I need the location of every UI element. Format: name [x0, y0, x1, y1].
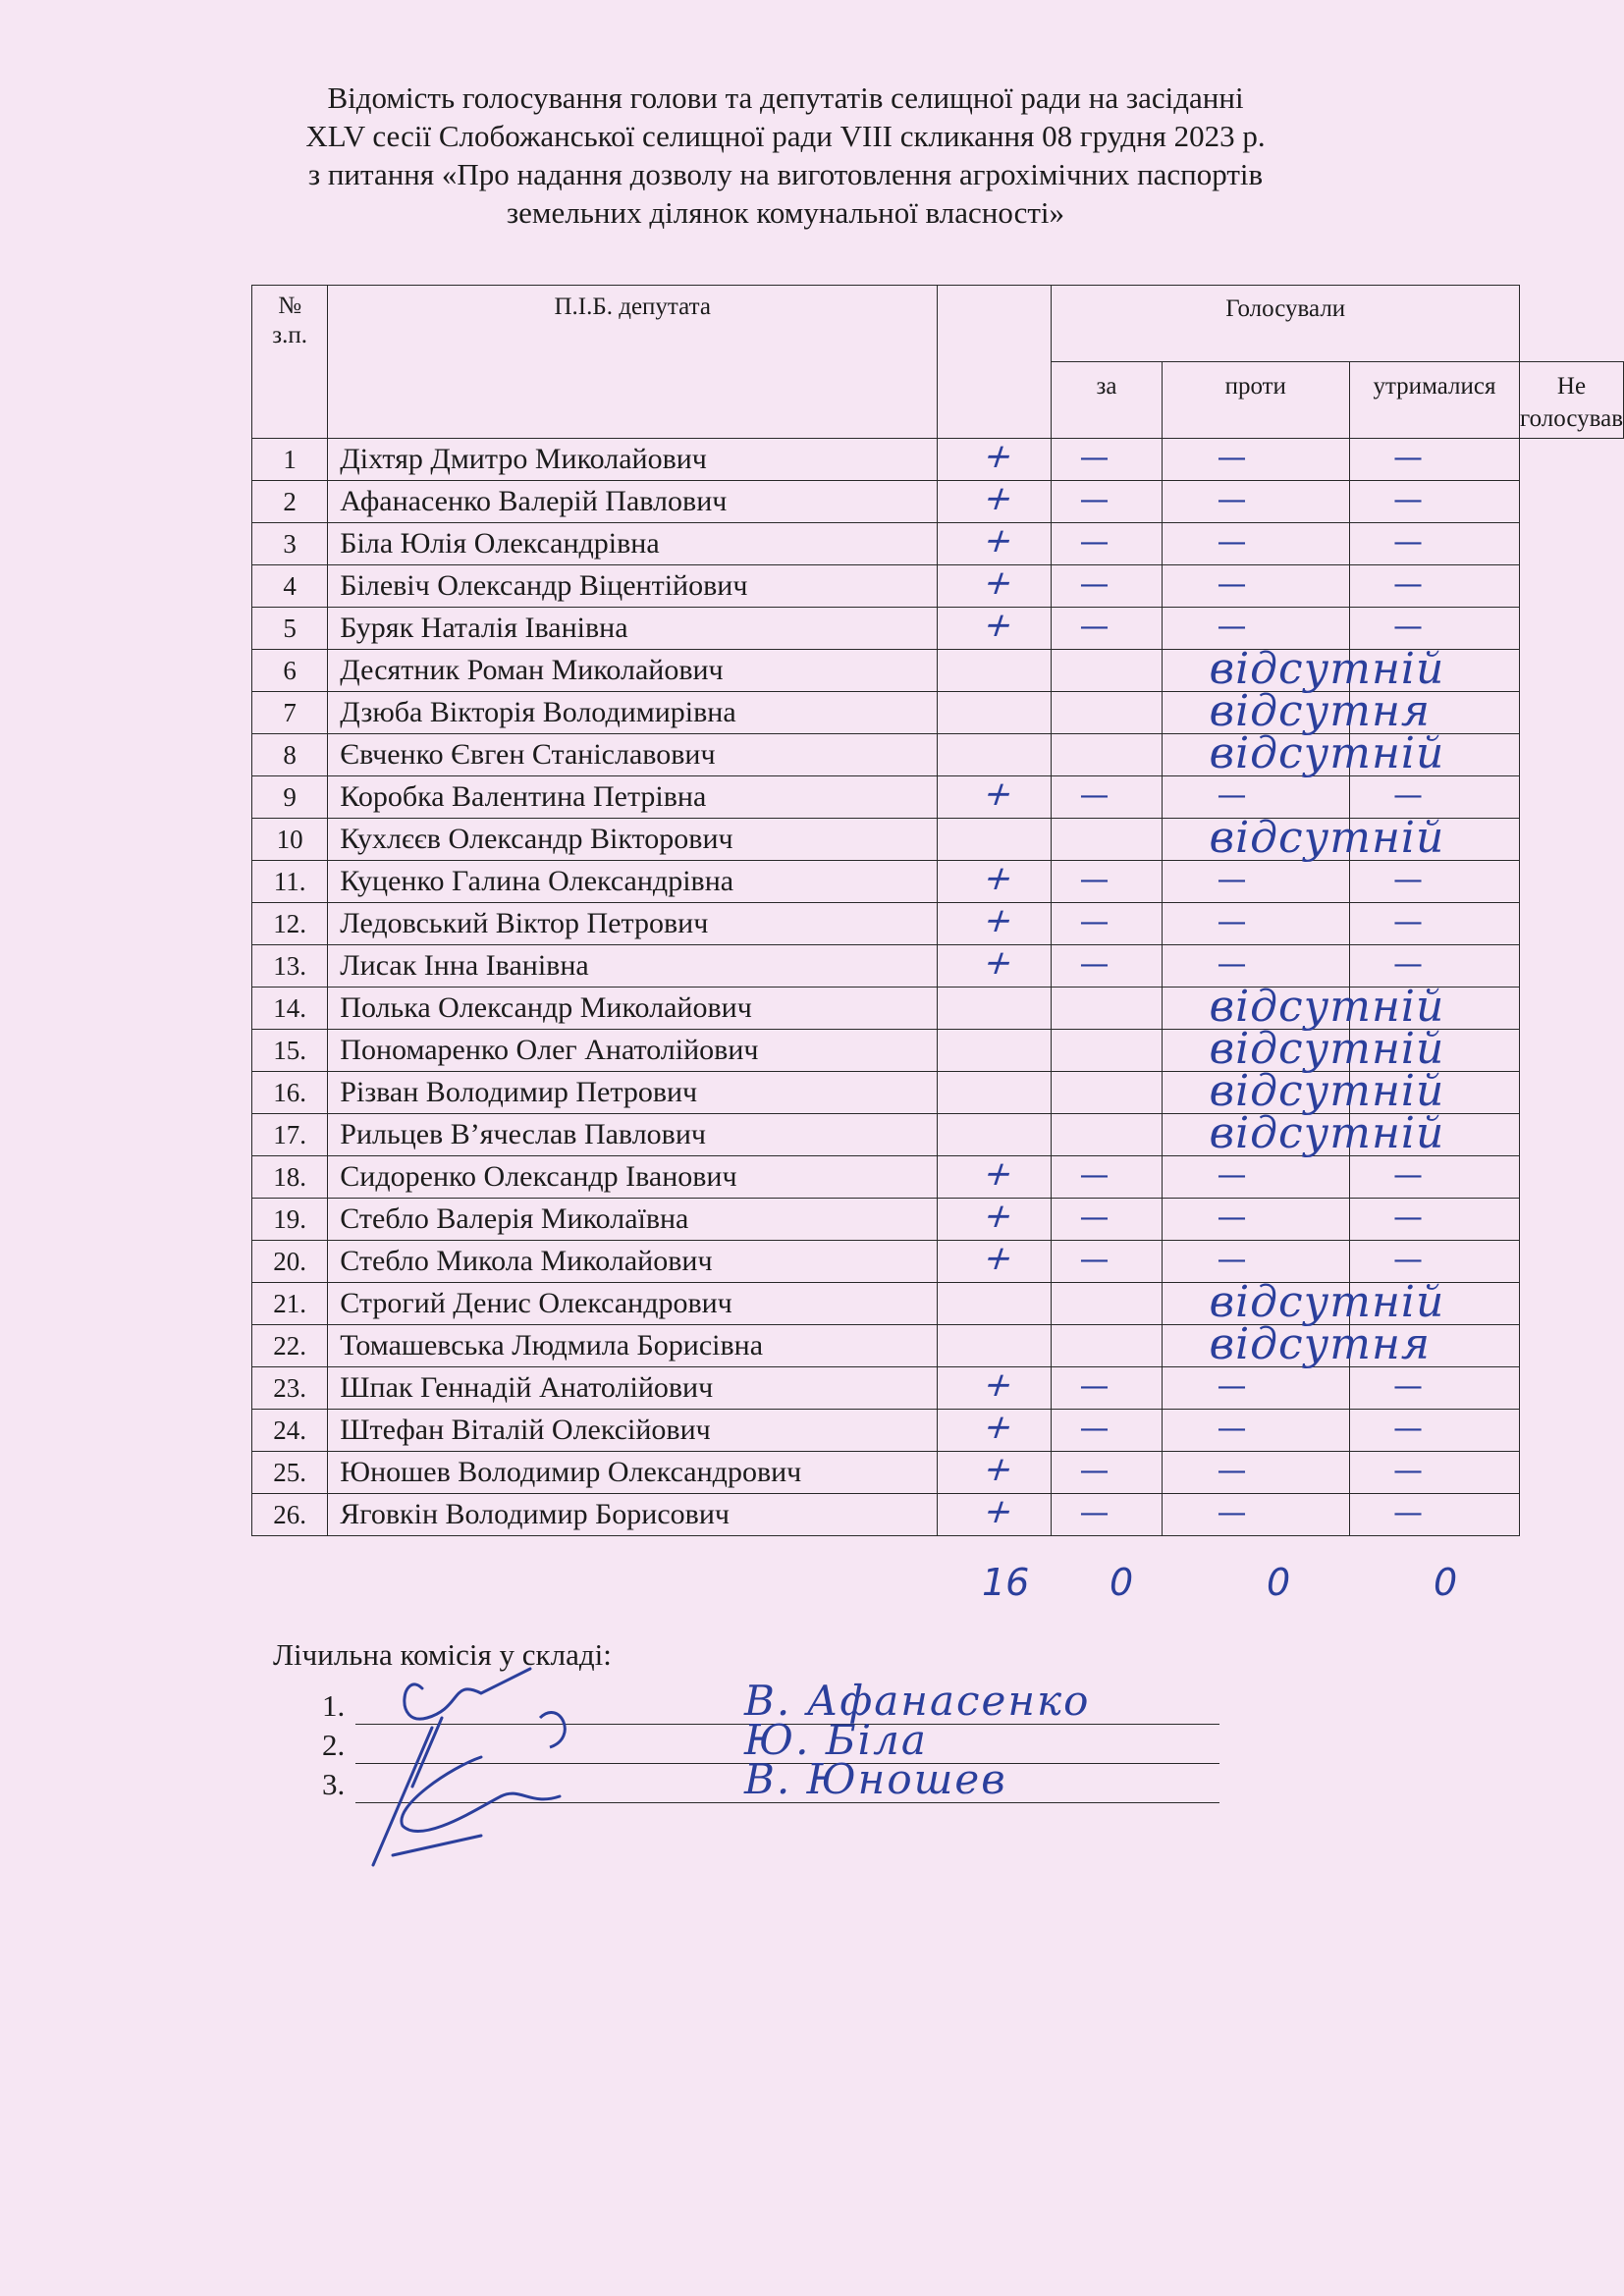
deputy-name: Шпак Геннадій Анатолійович — [328, 1367, 938, 1410]
absent-note: відсутній — [1209, 1108, 1445, 1158]
vote-against — [1052, 1156, 1162, 1199]
dash-mark: — — [1393, 1243, 1423, 1277]
vote-against — [1052, 945, 1162, 988]
vote-not-voted — [1350, 1410, 1520, 1452]
dash-mark: — — [1393, 1201, 1423, 1235]
vote-for — [938, 1452, 1052, 1494]
dash-mark: — — [1217, 947, 1247, 982]
vote-for — [938, 523, 1052, 565]
vote-against — [1052, 903, 1162, 945]
vote-abstained — [1162, 481, 1350, 523]
deputy-name: Полька Олександр Миколайович — [328, 988, 938, 1030]
vote-for — [938, 1494, 1052, 1536]
deputy-name: Стебло Валерія Миколаївна — [328, 1199, 938, 1241]
vote-for — [938, 1199, 1052, 1241]
vote-abstained — [1162, 1367, 1350, 1410]
row-number: 20. — [252, 1241, 328, 1283]
vote-not-voted — [1350, 1156, 1520, 1199]
plus-mark: + — [978, 943, 1020, 983]
table-row — [252, 1325, 1624, 1367]
vote-for — [938, 1114, 1052, 1156]
absent-note: відсутній — [1209, 1024, 1445, 1074]
vote-against — [1052, 1319, 1432, 1369]
vote-abstained — [1162, 1156, 1350, 1199]
vote-not-voted — [1350, 1114, 1520, 1156]
deputy-name: Куценко Галина Олександрівна — [328, 861, 938, 903]
vote-abstained — [1162, 1494, 1350, 1536]
dash-mark: — — [1393, 905, 1423, 939]
table-row — [252, 903, 1624, 945]
dash-mark: — — [1217, 1201, 1247, 1235]
vote-for — [938, 1030, 1052, 1072]
vote-abstained — [1162, 1452, 1350, 1494]
vote-for — [938, 945, 1052, 988]
dash-mark: — — [1393, 525, 1423, 560]
absent-note: відсутній — [1209, 982, 1445, 1032]
vote-for — [938, 439, 1052, 481]
vote-for — [938, 734, 1052, 776]
vote-for — [938, 608, 1052, 650]
deputy-name: Діхтяр Дмитро Миколайович — [328, 439, 938, 481]
deputy-name: Томашевська Людмила Борисівна — [328, 1325, 938, 1367]
vote-for — [938, 1241, 1052, 1283]
table-row — [252, 1156, 1624, 1199]
dash-mark: — — [1217, 863, 1247, 897]
vote-not-voted — [1350, 523, 1520, 565]
member-handwritten-name: В. Юношев — [744, 1755, 1007, 1803]
vote-not-voted — [1350, 1367, 1520, 1410]
dash-mark: — — [1393, 483, 1423, 517]
row-number: 6 — [252, 650, 328, 692]
dash-mark: — — [1393, 947, 1423, 982]
plus-mark: + — [978, 437, 1020, 476]
row-number: 4 — [252, 565, 328, 608]
absent-note: відсутній — [1209, 1066, 1445, 1116]
vote-against — [1052, 1494, 1162, 1536]
dash-mark: — — [1079, 441, 1110, 475]
table-row — [252, 565, 1624, 608]
vote-for — [938, 1072, 1052, 1114]
header-not-voted: Не голосував — [1519, 362, 1623, 439]
vote-abstained — [1162, 734, 1350, 776]
row-number: 24. — [252, 1410, 328, 1452]
vote-abstained — [1162, 1114, 1350, 1156]
vote-not-voted — [1350, 565, 1520, 608]
vote-against — [1052, 728, 1445, 778]
vote-for — [938, 776, 1052, 819]
dash-mark: — — [1079, 1369, 1110, 1404]
vote-not-voted — [1350, 861, 1520, 903]
vote-against — [1052, 686, 1432, 736]
vote-abstained — [1162, 1325, 1350, 1367]
member-index: 2. — [322, 1728, 346, 1762]
vote-against — [1052, 523, 1162, 565]
vote-against — [1052, 1066, 1445, 1116]
dash-mark: — — [1217, 567, 1247, 602]
row-number: 23. — [252, 1367, 328, 1410]
dash-mark: — — [1217, 610, 1247, 644]
vote-for — [938, 481, 1052, 523]
deputy-name: Штефан Віталій Олексійович — [328, 1410, 938, 1452]
vote-abstained — [1162, 565, 1350, 608]
row-number: 21. — [252, 1283, 328, 1325]
row-number: 5 — [252, 608, 328, 650]
total-za: 16 — [982, 1561, 1030, 1604]
vote-abstained — [1162, 523, 1350, 565]
plus-mark: + — [978, 479, 1020, 518]
dash-mark: — — [1393, 778, 1423, 813]
vote-against — [1052, 1024, 1445, 1074]
vote-for — [938, 1325, 1052, 1367]
vote-abstained — [1162, 903, 1350, 945]
row-number: 2 — [252, 481, 328, 523]
table-row — [252, 1452, 1624, 1494]
plus-mark: + — [978, 563, 1020, 603]
dash-mark: — — [1079, 1201, 1110, 1235]
vote-not-voted — [1350, 734, 1520, 776]
vote-abstained — [1162, 819, 1350, 861]
vote-against — [1052, 776, 1162, 819]
member-handwritten-name: Ю. Біла — [744, 1716, 928, 1764]
row-number: 1 — [252, 439, 328, 481]
vote-against — [1052, 565, 1162, 608]
vote-against — [1052, 1277, 1445, 1327]
title-line-1: Відомість голосування голови та депутатів селищної ради на засіданні — [327, 80, 1244, 115]
dash-mark: — — [1217, 1243, 1247, 1277]
row-number: 13. — [252, 945, 328, 988]
row-number: 7 — [252, 692, 328, 734]
vote-against — [1052, 1241, 1162, 1283]
vote-against — [1052, 1367, 1162, 1410]
dash-mark: — — [1393, 567, 1423, 602]
header-voted: Голосували — [1052, 286, 1519, 362]
row-number: 16. — [252, 1072, 328, 1114]
row-number: 9 — [252, 776, 328, 819]
table-row — [252, 1367, 1624, 1410]
row-number: 10 — [252, 819, 328, 861]
plus-mark: + — [978, 1365, 1020, 1405]
vote-not-voted — [1350, 439, 1520, 481]
dash-mark: — — [1079, 1243, 1110, 1277]
plus-mark: + — [978, 1408, 1020, 1447]
dash-mark: — — [1217, 1496, 1247, 1530]
total-ne_holosuvav: 0 — [1434, 1561, 1458, 1604]
vote-not-voted — [1350, 1199, 1520, 1241]
vote-against — [1052, 982, 1445, 1032]
absent-note: відсутній — [1209, 1277, 1445, 1327]
dash-mark: — — [1079, 610, 1110, 644]
dash-mark: — — [1079, 1158, 1110, 1193]
deputy-name: Кухлєєв Олександр Вікторович — [328, 819, 938, 861]
deputy-name: Юношев Володимир Олександрович — [328, 1452, 938, 1494]
vote-against — [1052, 1199, 1162, 1241]
row-number: 25. — [252, 1452, 328, 1494]
plus-mark: + — [978, 521, 1020, 561]
deputy-name: Біла Юлія Олександрівна — [328, 523, 938, 565]
dash-mark: — — [1393, 610, 1423, 644]
deputy-name: Яговкін Володимир Борисович — [328, 1494, 938, 1536]
dash-mark: — — [1393, 1412, 1423, 1446]
dash-mark: — — [1393, 1454, 1423, 1488]
deputy-name: Буряк Наталія Іванівна — [328, 608, 938, 650]
row-number: 15. — [252, 1030, 328, 1072]
vote-for — [938, 565, 1052, 608]
header-deputy-name: П.І.Б. депутата — [328, 286, 938, 439]
dash-mark: — — [1217, 525, 1247, 560]
vote-abstained — [1162, 1199, 1350, 1241]
row-number: 12. — [252, 903, 328, 945]
header-against: проти — [1162, 362, 1350, 439]
vote-for — [938, 692, 1052, 734]
absent-note: відсутній — [1209, 813, 1445, 863]
vote-for — [938, 1410, 1052, 1452]
counting-commission-label: Лічильна комісія у складі: — [273, 1637, 612, 1672]
dash-mark: — — [1217, 905, 1247, 939]
voting-table — [251, 285, 1624, 1536]
vote-not-voted — [1350, 481, 1520, 523]
table-row — [252, 1494, 1624, 1536]
row-number: 22. — [252, 1325, 328, 1367]
dash-mark: — — [1393, 1496, 1423, 1530]
vote-against — [1052, 481, 1162, 523]
dash-mark: — — [1079, 1496, 1110, 1530]
plus-mark: + — [978, 1239, 1020, 1278]
vote-for — [938, 819, 1052, 861]
table-row — [252, 523, 1624, 565]
plus-mark: + — [978, 901, 1020, 940]
member-index: 1. — [322, 1688, 346, 1723]
deputy-name: Коробка Валентина Петрівна — [328, 776, 938, 819]
dash-mark: — — [1079, 947, 1110, 982]
vote-abstained — [1162, 1410, 1350, 1452]
vote-against — [1052, 1410, 1162, 1452]
deputy-name: Афанасенко Валерій Павлович — [328, 481, 938, 523]
deputy-name: Строгий Денис Олександрович — [328, 1283, 938, 1325]
vote-not-voted — [1350, 1494, 1520, 1536]
dash-mark: — — [1079, 1412, 1110, 1446]
row-number: 3 — [252, 523, 328, 565]
dash-mark: — — [1393, 1369, 1423, 1404]
vote-for — [938, 861, 1052, 903]
table-row — [252, 481, 1624, 523]
dash-mark: — — [1217, 778, 1247, 813]
deputy-name: Рильцев В’ячеслав Павлович — [328, 1114, 938, 1156]
vote-not-voted — [1350, 1325, 1520, 1367]
vote-for — [938, 903, 1052, 945]
table-row — [252, 1114, 1624, 1156]
table-row — [252, 819, 1624, 861]
absent-note: відсутній — [1209, 728, 1445, 778]
dash-mark: — — [1079, 778, 1110, 813]
vote-not-voted — [1350, 903, 1520, 945]
plus-mark: + — [978, 774, 1020, 814]
absent-note: відсутній — [1209, 644, 1445, 694]
plus-mark: + — [978, 606, 1020, 645]
dash-mark: — — [1393, 441, 1423, 475]
plus-mark: + — [978, 859, 1020, 898]
member-handwritten-name: В. Афанасенко — [744, 1677, 1091, 1725]
row-number: 14. — [252, 988, 328, 1030]
vote-against — [1052, 644, 1445, 694]
deputy-name: Дзюба Вікторія Володимирівна — [328, 692, 938, 734]
row-number: 19. — [252, 1199, 328, 1241]
dash-mark: — — [1217, 483, 1247, 517]
title-line-2: XLV сесії Слобожанської селищної ради VIII скликання 08 грудня 2023 р. — [305, 119, 1266, 153]
plus-mark: + — [978, 1492, 1020, 1531]
header-for: за — [1052, 362, 1162, 439]
plus-mark: + — [978, 1450, 1020, 1489]
table-row — [252, 439, 1624, 481]
deputy-name: Десятник Роман Миколайович — [328, 650, 938, 692]
dash-mark: — — [1079, 483, 1110, 517]
dash-mark: — — [1217, 1412, 1247, 1446]
total-proty: 0 — [1110, 1561, 1134, 1604]
signatures-scribble — [334, 1659, 648, 1875]
plus-mark: + — [978, 1154, 1020, 1194]
absent-note: відсутня — [1209, 1319, 1432, 1369]
dash-mark: — — [1217, 1158, 1247, 1193]
vote-not-voted — [1350, 819, 1520, 861]
row-number: 11. — [252, 861, 328, 903]
dash-mark: — — [1079, 1454, 1110, 1488]
vote-for — [938, 650, 1052, 692]
dash-mark: — — [1079, 863, 1110, 897]
row-number: 26. — [252, 1494, 328, 1536]
vote-for — [938, 988, 1052, 1030]
vote-against — [1052, 608, 1162, 650]
deputy-name: Стебло Микола Миколайович — [328, 1241, 938, 1283]
deputy-name: Євченко Євген Станіславович — [328, 734, 938, 776]
deputy-name: Білевіч Олександр Віцентійович — [328, 565, 938, 608]
vote-for — [938, 1367, 1052, 1410]
header-abstained: утрималися — [1350, 362, 1520, 439]
header-number: № з.п. — [252, 286, 328, 439]
deputy-name: Лисак Інна Іванівна — [328, 945, 938, 988]
dash-mark: — — [1393, 863, 1423, 897]
deputy-name: Різван Володимир Петрович — [328, 1072, 938, 1114]
header-blank — [938, 286, 1052, 439]
deputy-name: Сидоренко Олександр Іванович — [328, 1156, 938, 1199]
plus-mark: + — [978, 1197, 1020, 1236]
table-row — [252, 861, 1624, 903]
row-number: 17. — [252, 1114, 328, 1156]
vote-against — [1052, 813, 1445, 863]
title-line-4: земельних ділянок комунальної власності» — [506, 195, 1065, 230]
row-number: 18. — [252, 1156, 328, 1199]
dash-mark: — — [1079, 525, 1110, 560]
table-row — [252, 1410, 1624, 1452]
vote-for — [938, 1283, 1052, 1325]
vote-not-voted — [1350, 1452, 1520, 1494]
dash-mark: — — [1079, 905, 1110, 939]
deputy-name: Пономаренко Олег Анатолійович — [328, 1030, 938, 1072]
row-number: 8 — [252, 734, 328, 776]
title-line-3: з питання «Про надання дозволу на виготовлення агрохімічних паспортів — [307, 157, 1264, 191]
vote-abstained — [1162, 439, 1350, 481]
dash-mark: — — [1217, 441, 1247, 475]
vote-against — [1052, 1452, 1162, 1494]
member-index: 3. — [322, 1767, 346, 1801]
vote-for — [938, 1156, 1052, 1199]
vote-abstained — [1162, 861, 1350, 903]
dash-mark: — — [1217, 1369, 1247, 1404]
vote-against — [1052, 861, 1162, 903]
dash-mark: — — [1393, 1158, 1423, 1193]
vote-against — [1052, 1108, 1445, 1158]
table-row — [252, 1199, 1624, 1241]
total-utrymalysia: 0 — [1267, 1561, 1291, 1604]
vote-against — [1052, 439, 1162, 481]
table-row — [252, 734, 1624, 776]
deputy-name: Ледовський Віктор Петрович — [328, 903, 938, 945]
dash-mark: — — [1079, 567, 1110, 602]
document-title — [295, 79, 1276, 232]
dash-mark: — — [1217, 1454, 1247, 1488]
absent-note: відсутня — [1209, 686, 1432, 736]
